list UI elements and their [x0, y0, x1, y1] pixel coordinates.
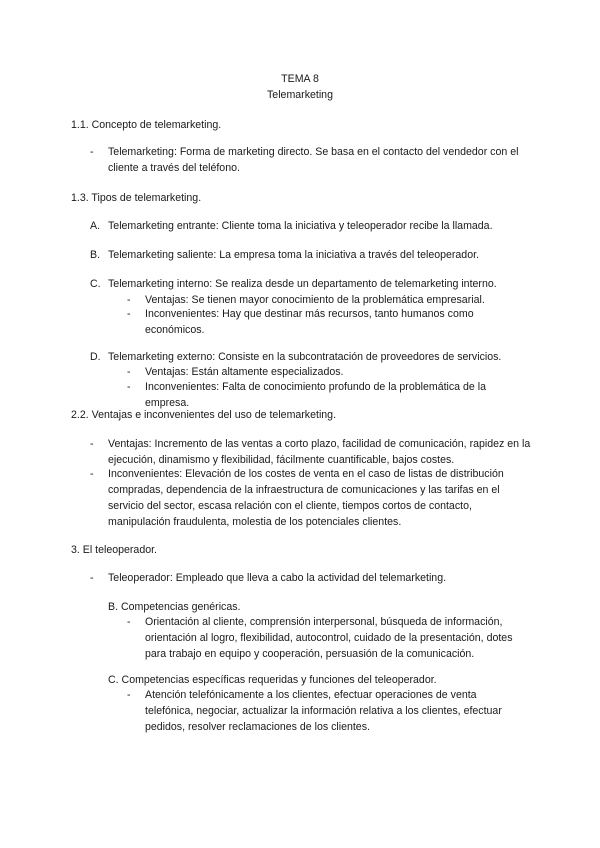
section-heading-tipos: 1.3. Tipos de telemarketing. — [71, 192, 202, 204]
list-marker-a: A. — [90, 220, 101, 232]
document-title: Telemarketing — [267, 89, 333, 101]
bullet-dash: - — [90, 146, 94, 158]
competencias-genericas-heading: B. Competencias genéricas. — [108, 601, 241, 613]
interno-inconvenientes: Inconvenientes: Hay que destinar más recursos, tanto humanos como económicos. — [145, 308, 474, 336]
list-marker-d: D. — [90, 351, 101, 363]
uso-inconvenientes: Inconvenientes: Elevación de los costes de venta en el caso de listas de distribución compradas, dependencia de la infraestructura de comunicaciones y las tarifas en el servicio del sector, escasa relación con el cliente, tiempos cortos de contacto, manipulación fraudulenta, molestia de los potenciales clientes. — [108, 468, 504, 528]
competencias-genericas-item: Orientación al cliente, comprensión interpersonal, búsqueda de información, orientación al logro, flexibilidad, autocontrol, cuidado de la presentación, dotes para trabajo en equipo y cooperación, persuasión de la comunicación. — [145, 616, 513, 660]
bullet-dash: - — [127, 689, 131, 701]
bullet-dash: - — [127, 294, 131, 306]
interno-ventajas: Ventajas: Se tienen mayor conocimiento de la problemática empresarial. — [145, 294, 485, 306]
bullet-dash: - — [127, 616, 131, 628]
tipo-externo: Telemarketing externo: Consiste en la subcontratación de proveedores de servicios. — [108, 351, 502, 363]
section-heading-ventajas-inconvenientes: 2.2. Ventajas e inconvenientes del uso de telemarketing. — [71, 409, 337, 421]
list-marker-b: B. — [90, 249, 101, 261]
uso-ventajas: Ventajas: Incremento de las ventas a corto plazo, facilidad de comunicación, rapidez en la ejecución, dinamismo y flexibilidad, fácilmente cuantificable, bajos costes. — [108, 438, 531, 466]
bullet-dash: - — [90, 438, 94, 450]
section-heading-teleoperador: 3. El teleoperador. — [71, 544, 157, 556]
bullet-dash: - — [127, 308, 131, 320]
bullet-dash: - — [127, 366, 131, 378]
list-marker-c: C. — [90, 278, 101, 290]
bullet-dash: - — [90, 468, 94, 480]
bullet-dash: - — [127, 381, 131, 393]
tipo-interno: Telemarketing interno: Se realiza desde un departamento de telemarketing interno. — [108, 278, 497, 290]
tipo-saliente: Telemarketing saliente: La empresa toma la iniciativa a través del teleoperador. — [108, 249, 479, 261]
concepto-item: Telemarketing: Forma de marketing directo. Se basa en el contacto del vendedor con el cliente a través del teléfono. — [108, 146, 519, 174]
externo-inconvenientes: Inconvenientes: Falta de conocimiento profundo de la problemática de la empresa. — [145, 381, 486, 409]
section-heading-concepto: 1.1. Concepto de telemarketing. — [71, 119, 222, 131]
competencias-especificas-heading: C. Competencias específicas requeridas y funciones del teleoperador. — [108, 674, 437, 686]
tipo-entrante: Telemarketing entrante: Cliente toma la iniciativa y teleoperador recibe la llamada. — [108, 220, 493, 232]
competencias-especificas-item: Atención telefónicamente a los clientes, efectuar operaciones de venta telefónica, negociar, actualizar la información relativa a los clientes, efectuar pedidos, resolver reclamaciones de los clientes. — [145, 689, 502, 733]
bullet-dash: - — [90, 572, 94, 584]
externo-ventajas: Ventajas: Están altamente especializados. — [145, 366, 344, 378]
document-topic-number: TEMA 8 — [281, 73, 319, 85]
teleoperador-definicion: Teleoperador: Empleado que lleva a cabo la actividad del telemarketing. — [108, 572, 447, 584]
